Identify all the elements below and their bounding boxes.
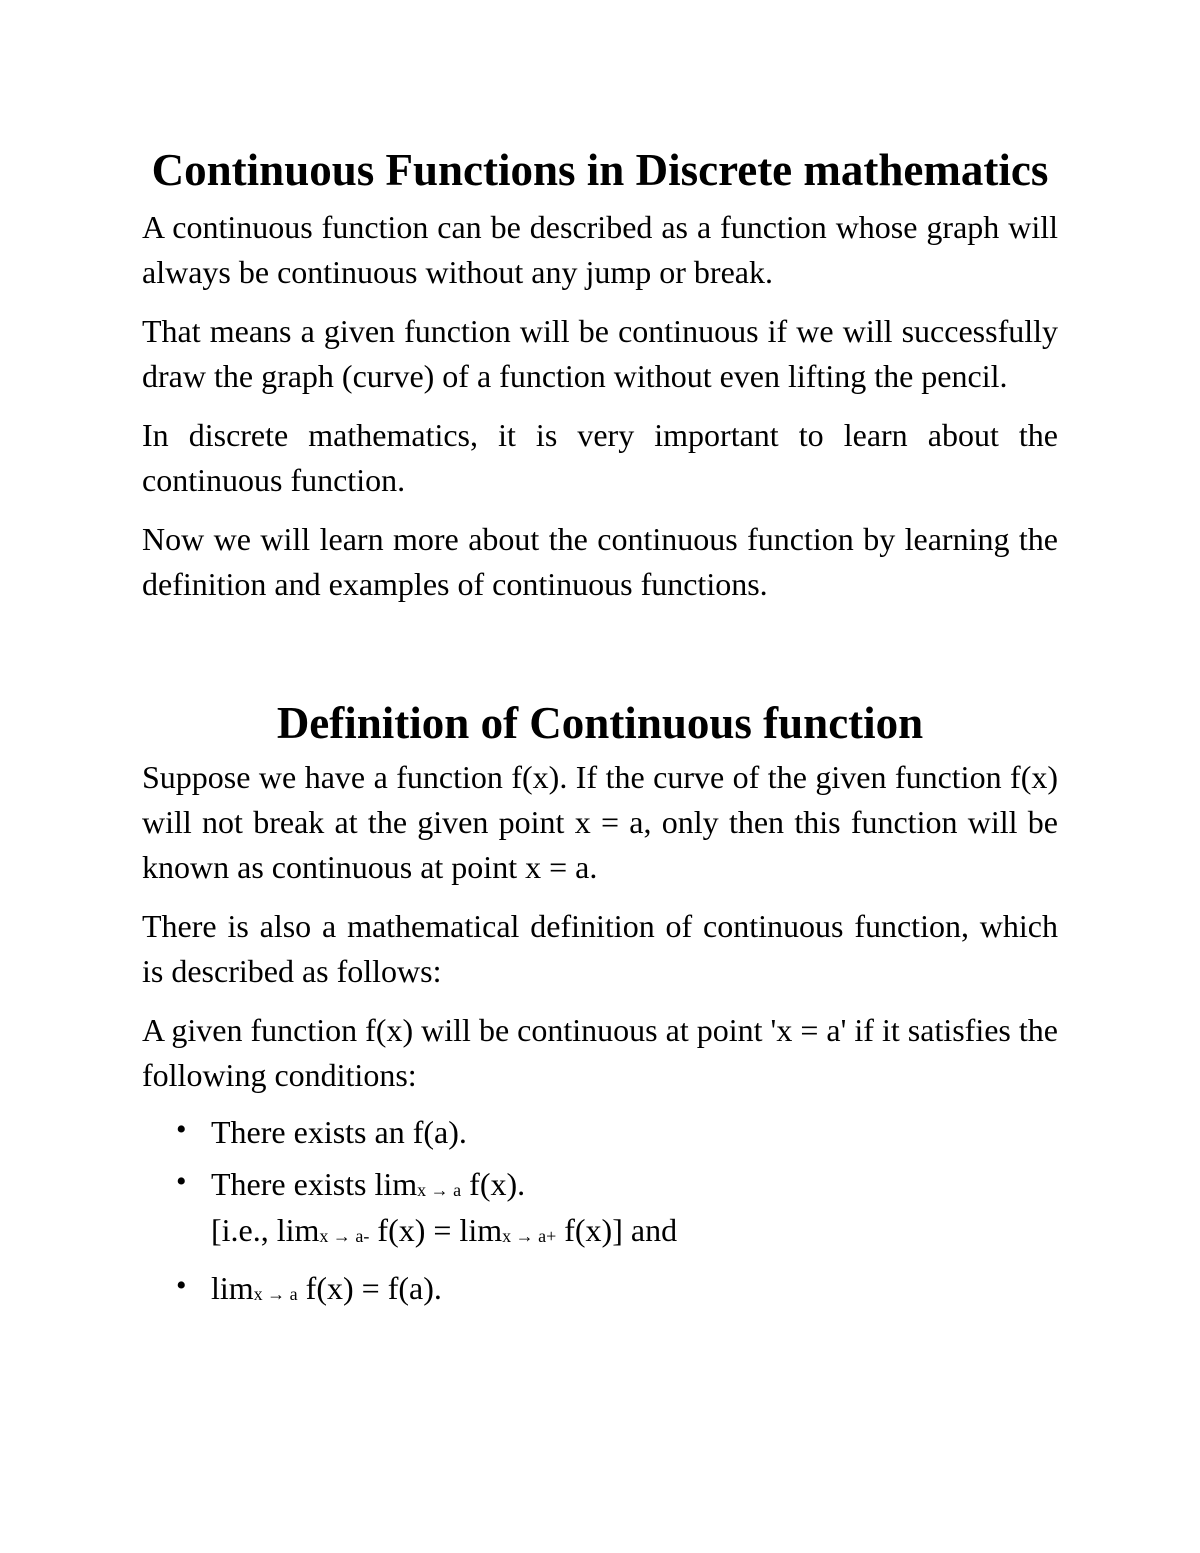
left-limit-subscript: x → a- (319, 1226, 370, 1246)
conditions-list (142, 1112, 1058, 1314)
limit-subscript: x → a (253, 1284, 298, 1304)
intro-paragraph-1: A continuous function can be described as a function whose graph will always be continuous without any jump or break. (142, 209, 1058, 290)
limit-suffix: f(x)] and (556, 1212, 678, 1248)
document-page (142, 138, 1058, 1326)
condition-text-2-line-2 (211, 1210, 1058, 1256)
condition-item-2 (142, 1164, 1058, 1256)
condition-item-1 (142, 1112, 1058, 1152)
bullet-icon: • (176, 1269, 187, 1302)
definition-heading: Definition of Continuous function (276, 698, 924, 748)
condition-text-2-line-1 (211, 1164, 1058, 1210)
page-title: Continuous Functions in Discrete mathematics (151, 145, 1049, 195)
definition-paragraph-1: Suppose we have a function f(x). If the curve of the given function f(x) will not break at the given point x = a, only then this function will be known as continuous at point x = a. (142, 759, 1058, 885)
limit-suffix: f(x) = f(a). (297, 1270, 442, 1306)
limit-suffix: f(x). (461, 1166, 526, 1202)
intro-paragraph-3: In discrete mathematics, it is very important to learn about the continuous function. (142, 417, 1058, 498)
right-limit-subscript: x → a+ (502, 1226, 557, 1246)
limit-prefix: lim (211, 1270, 254, 1306)
definition-paragraph-2: There is also a mathematical definition of continuous function, which is described as follows: (142, 908, 1058, 989)
limit-prefix: [i.e., lim (211, 1212, 320, 1248)
definition-paragraph-3: A given function f(x) will be continuous at point 'x = a' if it satisfies the following conditions: (142, 1012, 1058, 1093)
condition-item-3 (142, 1268, 1058, 1314)
limit-subscript: x → a (417, 1180, 462, 1200)
bullet-icon: • (176, 1165, 187, 1198)
condition-text-3 (211, 1270, 442, 1306)
condition-text-1: There exists an f(a). (211, 1114, 467, 1150)
intro-paragraph-2: That means a given function will be continuous if we will successfully draw the graph (curve) of a function without even lifting the pencil. (142, 313, 1058, 394)
bullet-icon: • (176, 1113, 187, 1146)
limit-prefix: There exists lim (211, 1166, 418, 1202)
limit-middle: f(x) = lim (369, 1212, 503, 1248)
intro-paragraph-4: Now we will learn more about the continuous function by learning the definition and examples of continuous functions. (142, 521, 1058, 602)
